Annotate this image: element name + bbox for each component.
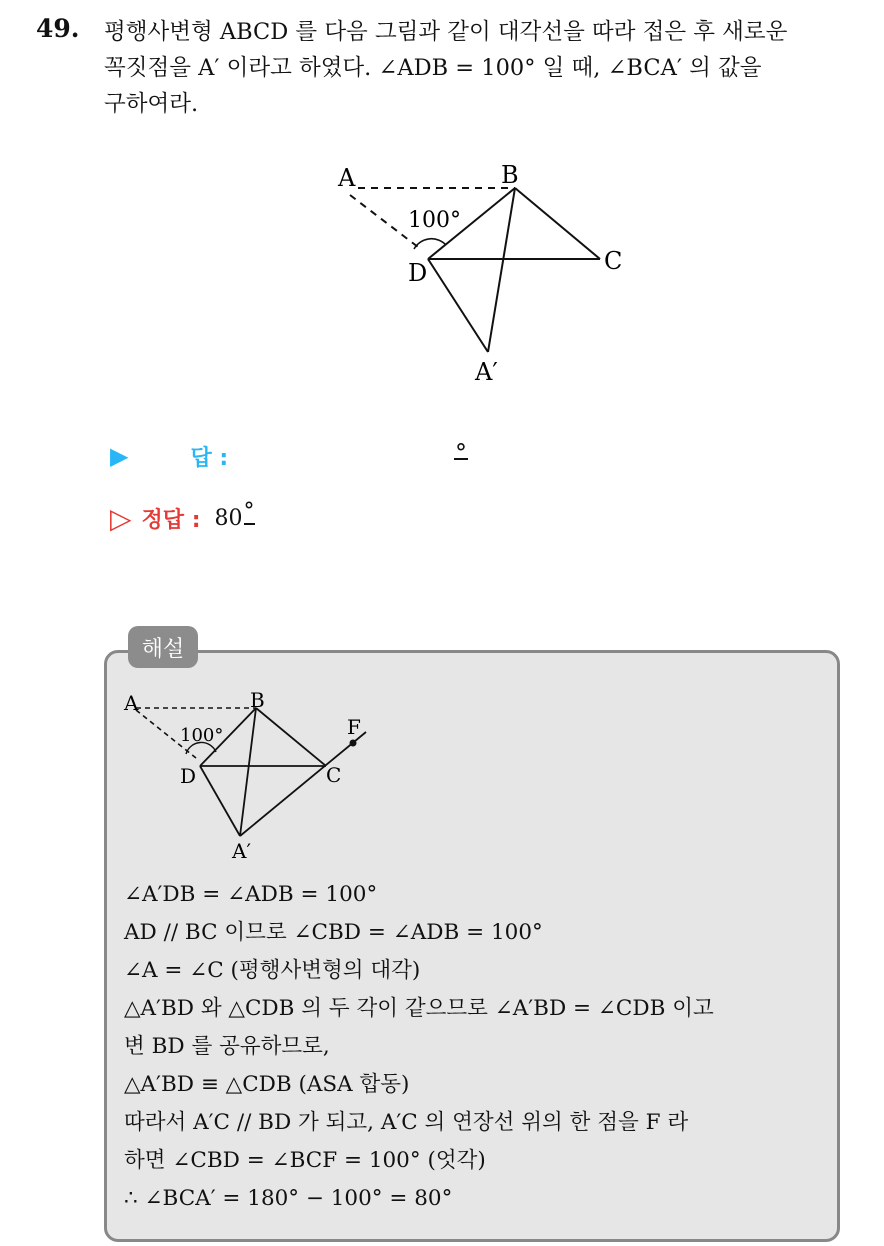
label-c: C	[604, 247, 623, 275]
label-d: D	[180, 764, 197, 788]
solution-line-1: ∠A′DB = ∠ADB = 100°	[124, 882, 378, 907]
label-b: B	[250, 688, 265, 712]
label-a: A	[124, 691, 139, 715]
answer-blank[interactable]: °	[454, 436, 468, 460]
solution-line-6: △A′BD ≡ △CDB (ASA 합동)	[124, 1072, 410, 1097]
label-f: F	[347, 715, 361, 739]
segment-ba-prime	[488, 188, 515, 352]
label-a: A	[338, 164, 356, 192]
answer-marker-icon: ▶	[110, 442, 129, 470]
answer-row	[110, 436, 467, 476]
solution-line-5: 변 BD 를 공유하므로,	[124, 1034, 330, 1059]
solution-line-2: AD // BC 이므로 ∠CBD = ∠ADB = 100°	[124, 920, 543, 945]
correct-degree-unit: °	[243, 499, 255, 524]
solution-line-3: ∠A = ∠C (평행사변형의 대각)	[124, 958, 421, 983]
solution-tab: 해설	[128, 626, 198, 668]
answer-label: 답 :	[190, 445, 229, 471]
label-b: B	[501, 161, 519, 189]
question-number: 49.	[36, 14, 80, 43]
question-line-2: 꼭짓점을 A′ 이라고 하였다. ∠ADB = 100° 일 때, ∠BCA′ 의 값을	[104, 55, 762, 81]
point-f	[350, 740, 357, 747]
solution-line-9: ∴ ∠BCA′ = 180° − 100° = 80°	[124, 1186, 453, 1211]
segment-da-prime	[200, 766, 240, 836]
question-line-1: 평행사변형 ABCD 를 다음 그림과 같이 대각선을 따라 접은 후 새로운	[104, 19, 788, 45]
label-c: C	[326, 763, 342, 787]
correct-marker-icon: ▷	[110, 501, 132, 535]
label-a-prime: A′	[232, 839, 251, 863]
angle-label: 100°	[408, 208, 461, 233]
label-a-prime: A′	[475, 358, 498, 386]
segment-bc	[256, 708, 326, 766]
question-line-3: 구하여라.	[104, 91, 199, 117]
label-d: D	[408, 259, 428, 287]
solution-line-8: 하면 ∠CBD = ∠BCF = 100° (엇각)	[124, 1148, 486, 1173]
segment-da-prime	[428, 259, 488, 352]
correct-answer-row	[110, 498, 255, 538]
solution-line-4: △A′BD 와 △CDB 의 두 각이 같으므로 ∠A′BD = ∠CDB 이고	[124, 996, 714, 1021]
correct-value: 80	[214, 505, 243, 531]
solution-text	[124, 876, 824, 1218]
solution-line-7: 따라서 A′C // BD 가 되고, A′C 의 연장선 위의 한 점을 F 라	[124, 1110, 689, 1135]
figure-folded-parallelogram	[320, 155, 640, 395]
angle-label: 100°	[180, 725, 224, 746]
solution-figure	[120, 686, 400, 871]
question-text	[104, 14, 864, 122]
segment-ba-prime	[240, 708, 256, 836]
segment-bc	[515, 188, 600, 259]
correct-label: 정답 :	[141, 507, 201, 533]
